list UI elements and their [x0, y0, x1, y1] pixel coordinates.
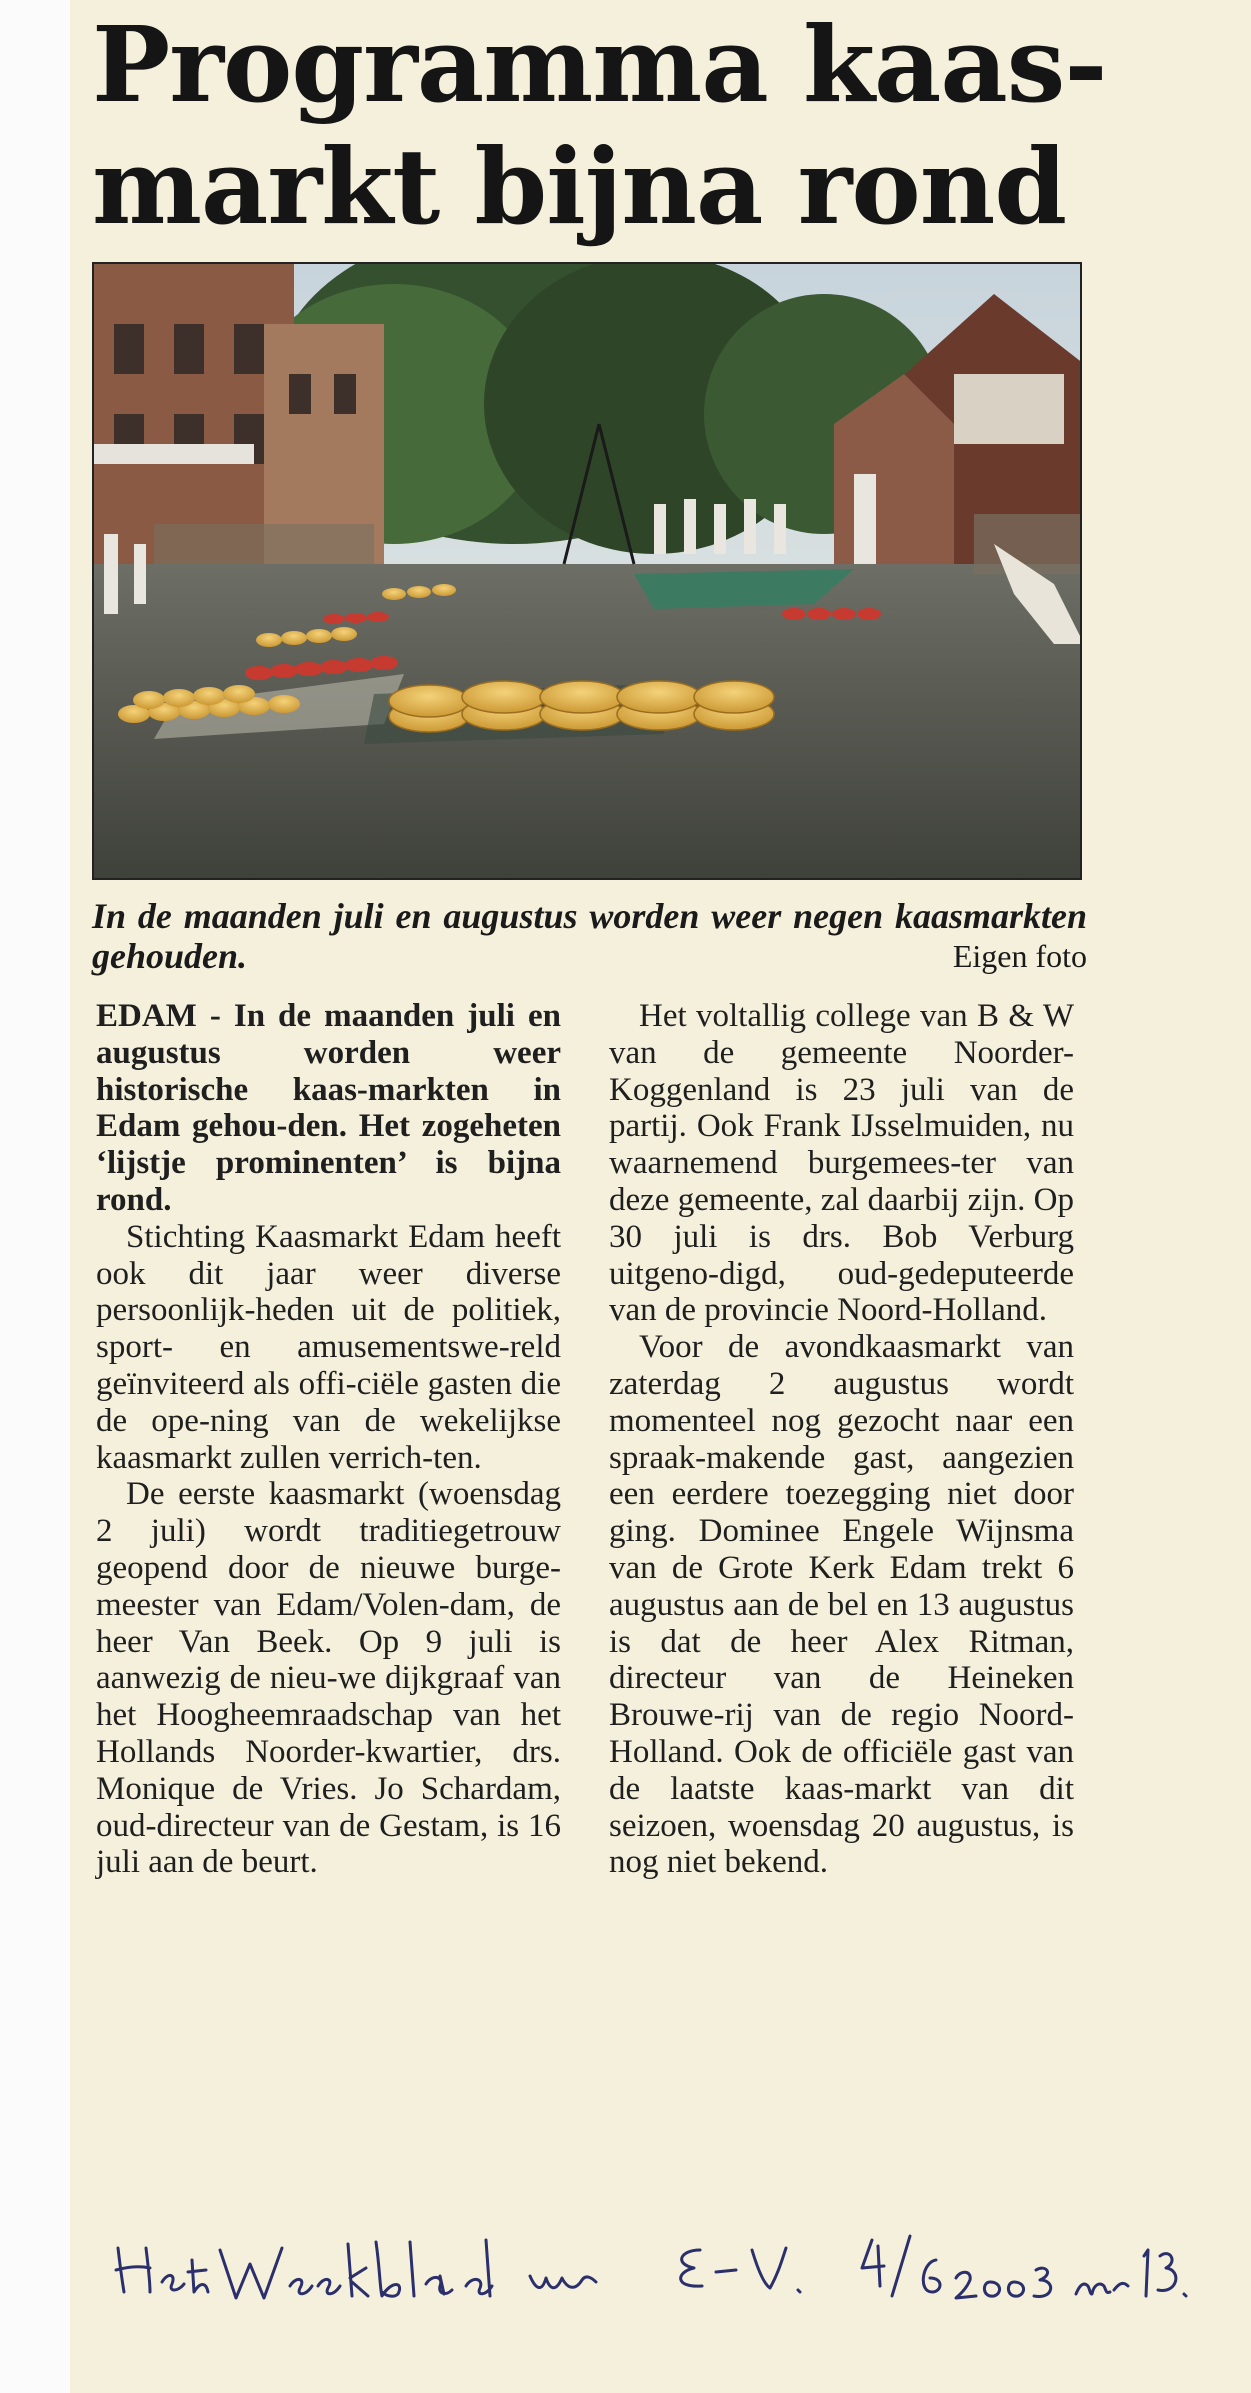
handwritten-source-note: [110, 2220, 1190, 2310]
headline-line-2: markt bijna rond: [92, 125, 1067, 248]
article-column-right: [609, 998, 1074, 1881]
lead-paragraph: EDAM - In de maanden juli en augustus worden weer historische kaas-markten in Edam gehou-den. Het zogeheten ‘lijstje prominenten’ is bijna rond.: [96, 998, 561, 1218]
handwriting-signature: [110, 2220, 1190, 2310]
photo-caption-block: [92, 896, 1087, 976]
photo-credit: Eigen foto: [952, 938, 1087, 974]
article-headline: [92, 4, 1172, 248]
body-paragraph: De eerste kaasmarkt (woensdag 2 juli) wordt traditiegetrouw geopend door de nieuwe burge-meester van Edam/Volen-dam, de heer Van Beek. Op 9 juli is aanwezig de nieu-we dijkgraaf van het Hoogheemraadschap van het Hollands Noorder-kwartier, drs. Monique de Vries. Jo Schardam, oud-directeur van de Gestam, is 16 juli aan de beurt.: [96, 1476, 561, 1881]
body-paragraph: Voor de avondkaasmarkt van zaterdag 2 augustus wordt momenteel nog gezocht naar een spraak-makende gast, aangezien een eerdere toezegging niet door ging. Dominee Engele Wijnsma van de Grote Kerk Edam trekt 6 augustus aan de bel en 13 augustus is dat de heer Alex Ritman, directeur van de Heineken Brouwe-rij van de regio Noord-Holland. Ook de officiële gast van de laatste kaas-markt van dit seizoen, woensdag 20 augustus, is nog niet bekend.: [609, 1329, 1074, 1881]
scan-margin: [0, 0, 70, 2393]
cheese-market-photo: [92, 262, 1082, 880]
article-column-left: [96, 998, 561, 1881]
photo-caption: In de maanden juli en augustus worden weer negen kaasmarkten gehouden.: [92, 896, 1087, 976]
cheese-market-illustration: [94, 264, 1082, 880]
body-paragraph: Het voltallig college van B & W van de gemeente Noorder-Koggenland is 23 juli van de partij. Ook Frank IJsselmuiden, nu waarnemend burgemees-ter van deze gemeente, zal daarbij zijn. Op 30 juli is drs. Bob Verburg uitgeno-digd, oud-gedeputeerde van de provincie Noord-Holland.: [609, 998, 1074, 1329]
headline-line-1: Programma kaas-: [92, 3, 1107, 126]
body-paragraph: Stichting Kaasmarkt Edam heeft ook dit jaar weer diverse persoonlijk-heden uit de politiek, sport- en amusementswe-reld geïnviteerd als offi-ciële gasten die de ope-ning van de wekelijkse kaasmarkt zullen verrich-ten.: [96, 1218, 561, 1476]
